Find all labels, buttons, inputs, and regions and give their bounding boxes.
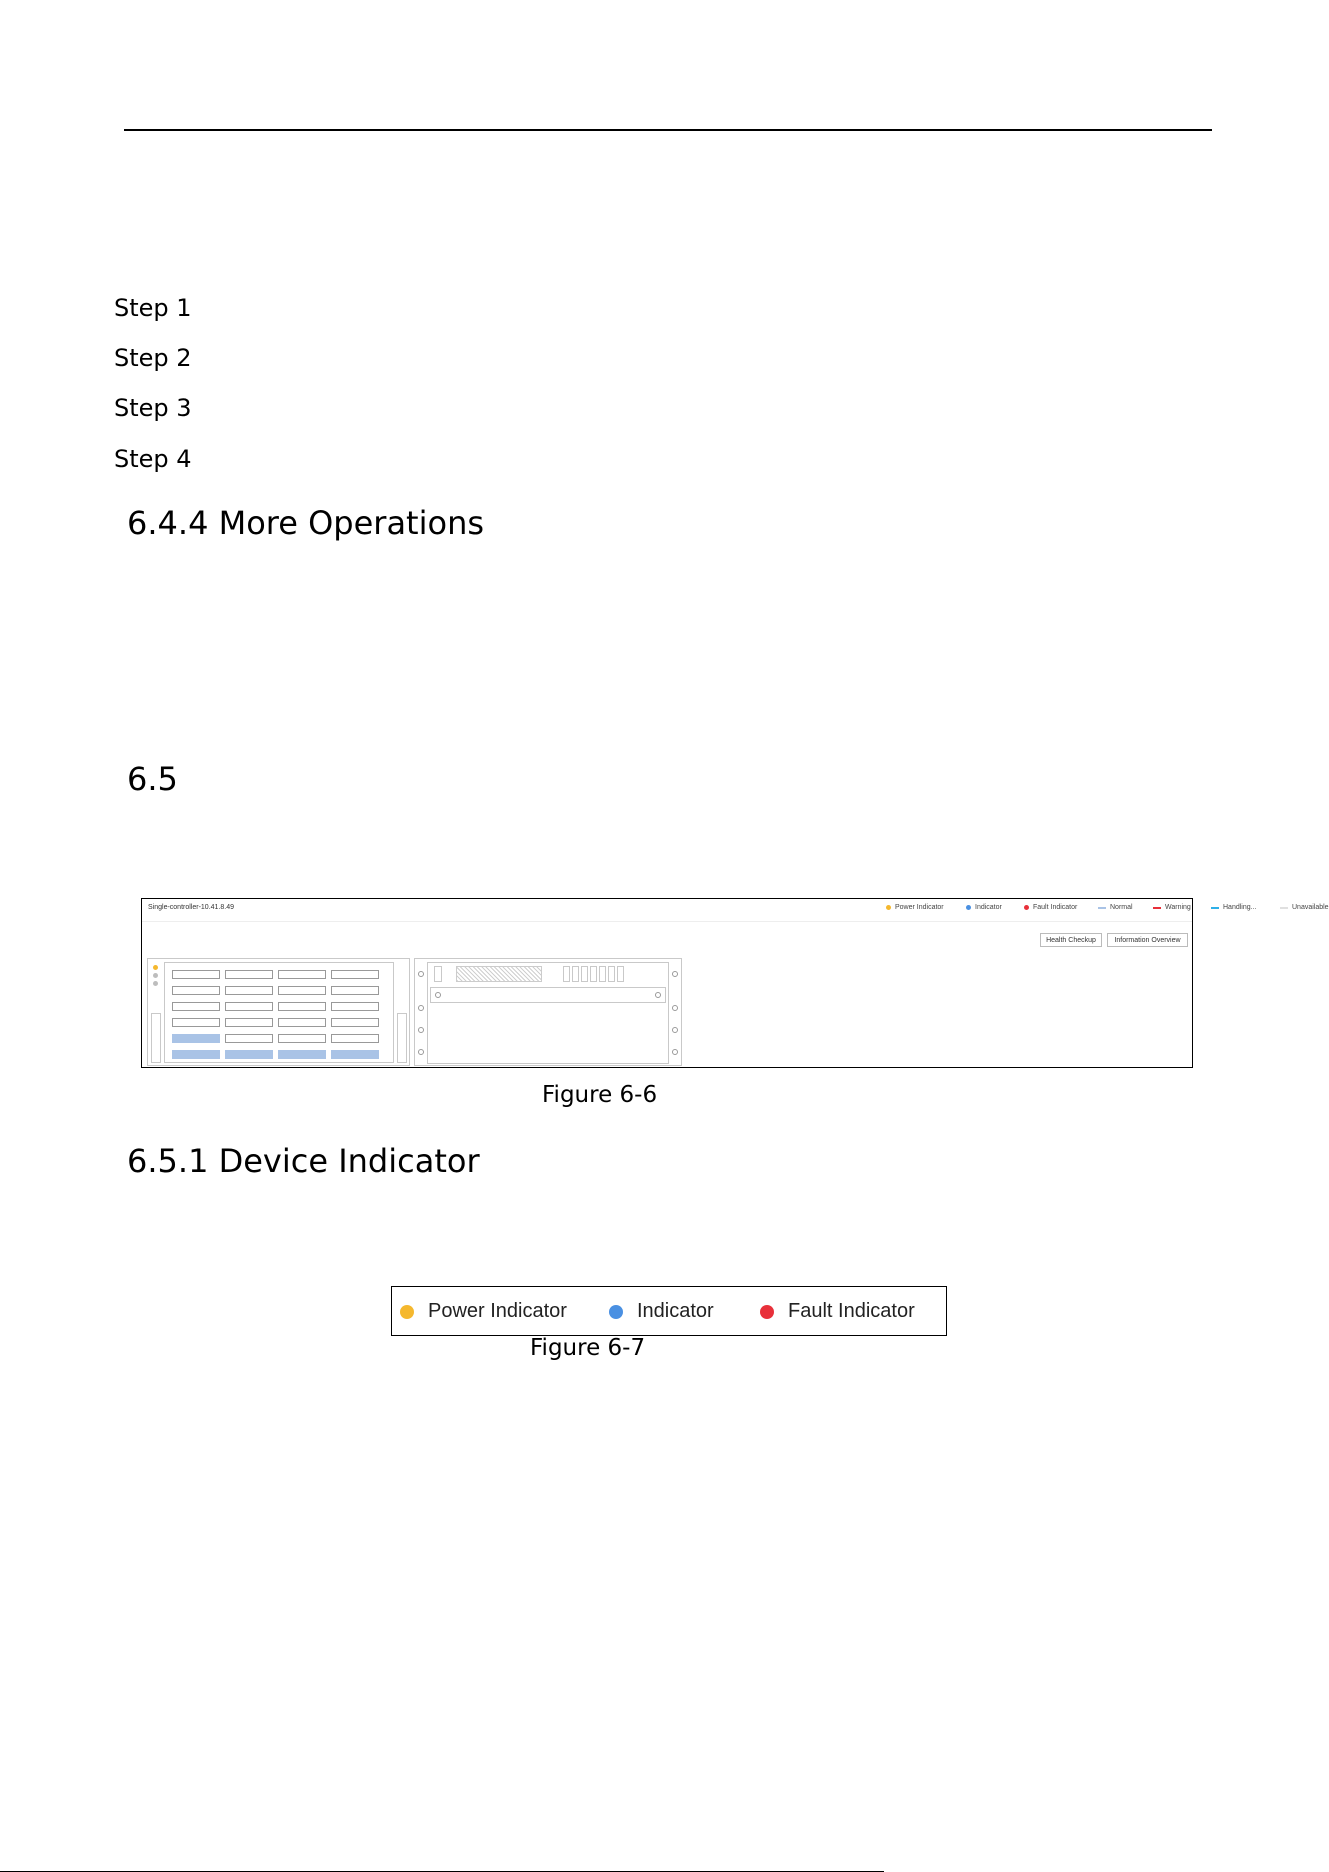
legend-power-indicator: Power Indicator	[400, 1300, 567, 1323]
drive-slot[interactable]	[278, 970, 326, 979]
right-ear-handle	[397, 1013, 407, 1063]
drive-slot[interactable]	[331, 970, 379, 979]
figure-6-6-caption: Figure 6-6	[542, 1082, 658, 1108]
screw-icon	[672, 1049, 678, 1055]
red-dot-icon	[760, 1305, 774, 1319]
screw-icon	[418, 971, 424, 977]
normal-dash-icon	[1098, 907, 1106, 909]
screw-icon	[435, 992, 441, 998]
status-led-icon	[153, 973, 158, 978]
status-legend	[742, 904, 1329, 914]
drive-slot[interactable]	[278, 986, 326, 995]
step-2-label: Step 2	[114, 344, 192, 372]
drive-slot[interactable]	[331, 1018, 379, 1027]
left-ear-handle	[151, 1013, 161, 1063]
legend-fault-indicator: Fault Indicator	[1024, 904, 1077, 911]
controller-name: Single-controller-10.41.8.49	[148, 904, 234, 911]
heading-section-6-5: 6.5	[127, 760, 178, 798]
io-ports	[563, 966, 629, 982]
front-enclosure	[147, 958, 410, 1066]
screw-icon	[655, 992, 661, 998]
drive-slot[interactable]	[331, 1034, 379, 1043]
power-led-icon	[153, 965, 158, 970]
heading-device-indicator: 6.5.1 Device Indicator	[127, 1142, 480, 1180]
screw-icon	[418, 1049, 424, 1055]
storage-device-panel	[141, 898, 1329, 1068]
drive-slot[interactable]	[172, 986, 220, 995]
legend-normal: Normal	[1098, 904, 1133, 911]
panel-header-divider	[142, 921, 1192, 922]
drive-slot[interactable]	[172, 1002, 220, 1011]
handling-dash-icon	[1211, 907, 1219, 909]
red-dot-icon	[1024, 905, 1029, 910]
drive-slot[interactable]	[278, 1002, 326, 1011]
port	[617, 966, 624, 982]
screw-icon	[418, 1027, 424, 1033]
drive-slot-normal[interactable]	[172, 1034, 220, 1043]
screw-icon	[418, 1005, 424, 1011]
drive-slot-normal[interactable]	[172, 1050, 220, 1059]
yellow-dot-icon	[886, 905, 891, 910]
screw-icon	[672, 1027, 678, 1033]
legend-indicator: Indicator	[966, 904, 1002, 911]
unavailable-dash-icon	[1280, 907, 1288, 909]
port	[608, 966, 615, 982]
legend-power-indicator: Power Indicator	[886, 904, 944, 911]
legend-indicator: Indicator	[609, 1300, 714, 1323]
controller-module	[427, 962, 669, 1064]
legend-unavailable: Unavailable	[1280, 904, 1329, 911]
drive-slot[interactable]	[278, 1018, 326, 1027]
information-overview-button[interactable]: Information Overview	[1107, 933, 1188, 947]
fault-led-icon	[153, 981, 158, 986]
port	[599, 966, 606, 982]
drive-slot[interactable]	[278, 1034, 326, 1043]
drive-slot-normal[interactable]	[225, 1050, 273, 1059]
drive-slot[interactable]	[225, 1018, 273, 1027]
screw-icon	[672, 971, 678, 977]
yellow-dot-icon	[400, 1305, 414, 1319]
controller-slot[interactable]	[430, 987, 666, 1003]
drive-slot[interactable]	[172, 970, 220, 979]
drive-slot[interactable]	[225, 1002, 273, 1011]
blue-dot-icon	[609, 1305, 623, 1319]
figure-6-7-caption: Figure 6-7	[530, 1335, 646, 1361]
heading-more-operations: 6.4.4 More Operations	[127, 504, 485, 542]
drive-slot[interactable]	[225, 1034, 273, 1043]
port	[563, 966, 570, 982]
rear-enclosure	[414, 958, 682, 1066]
power-module	[434, 966, 442, 982]
legend-handling: Handling...	[1211, 904, 1256, 911]
step-3-label: Step 3	[114, 394, 192, 422]
drive-slot[interactable]	[172, 1018, 220, 1027]
screw-icon	[672, 1005, 678, 1011]
device-indicator-legend	[391, 1286, 947, 1336]
legend-warning: Warning	[1153, 904, 1191, 911]
header-rule	[124, 129, 1212, 131]
drive-slot-normal[interactable]	[331, 1050, 379, 1059]
step-4-label: Step 4	[114, 445, 192, 473]
port	[590, 966, 597, 982]
blue-dot-icon	[966, 905, 971, 910]
health-checkup-button[interactable]: Health Checkup	[1040, 933, 1102, 947]
drive-slot[interactable]	[225, 986, 273, 995]
drive-slot[interactable]	[225, 970, 273, 979]
drive-slot[interactable]	[331, 986, 379, 995]
drive-slot-normal[interactable]	[278, 1050, 326, 1059]
warning-dash-icon	[1153, 907, 1161, 909]
drive-bay-area	[164, 962, 394, 1063]
drive-slot[interactable]	[331, 1002, 379, 1011]
port	[581, 966, 588, 982]
step-1-label: Step 1	[114, 294, 192, 322]
vent-grille	[456, 966, 542, 982]
port	[572, 966, 579, 982]
legend-fault-indicator: Fault Indicator	[760, 1300, 915, 1323]
